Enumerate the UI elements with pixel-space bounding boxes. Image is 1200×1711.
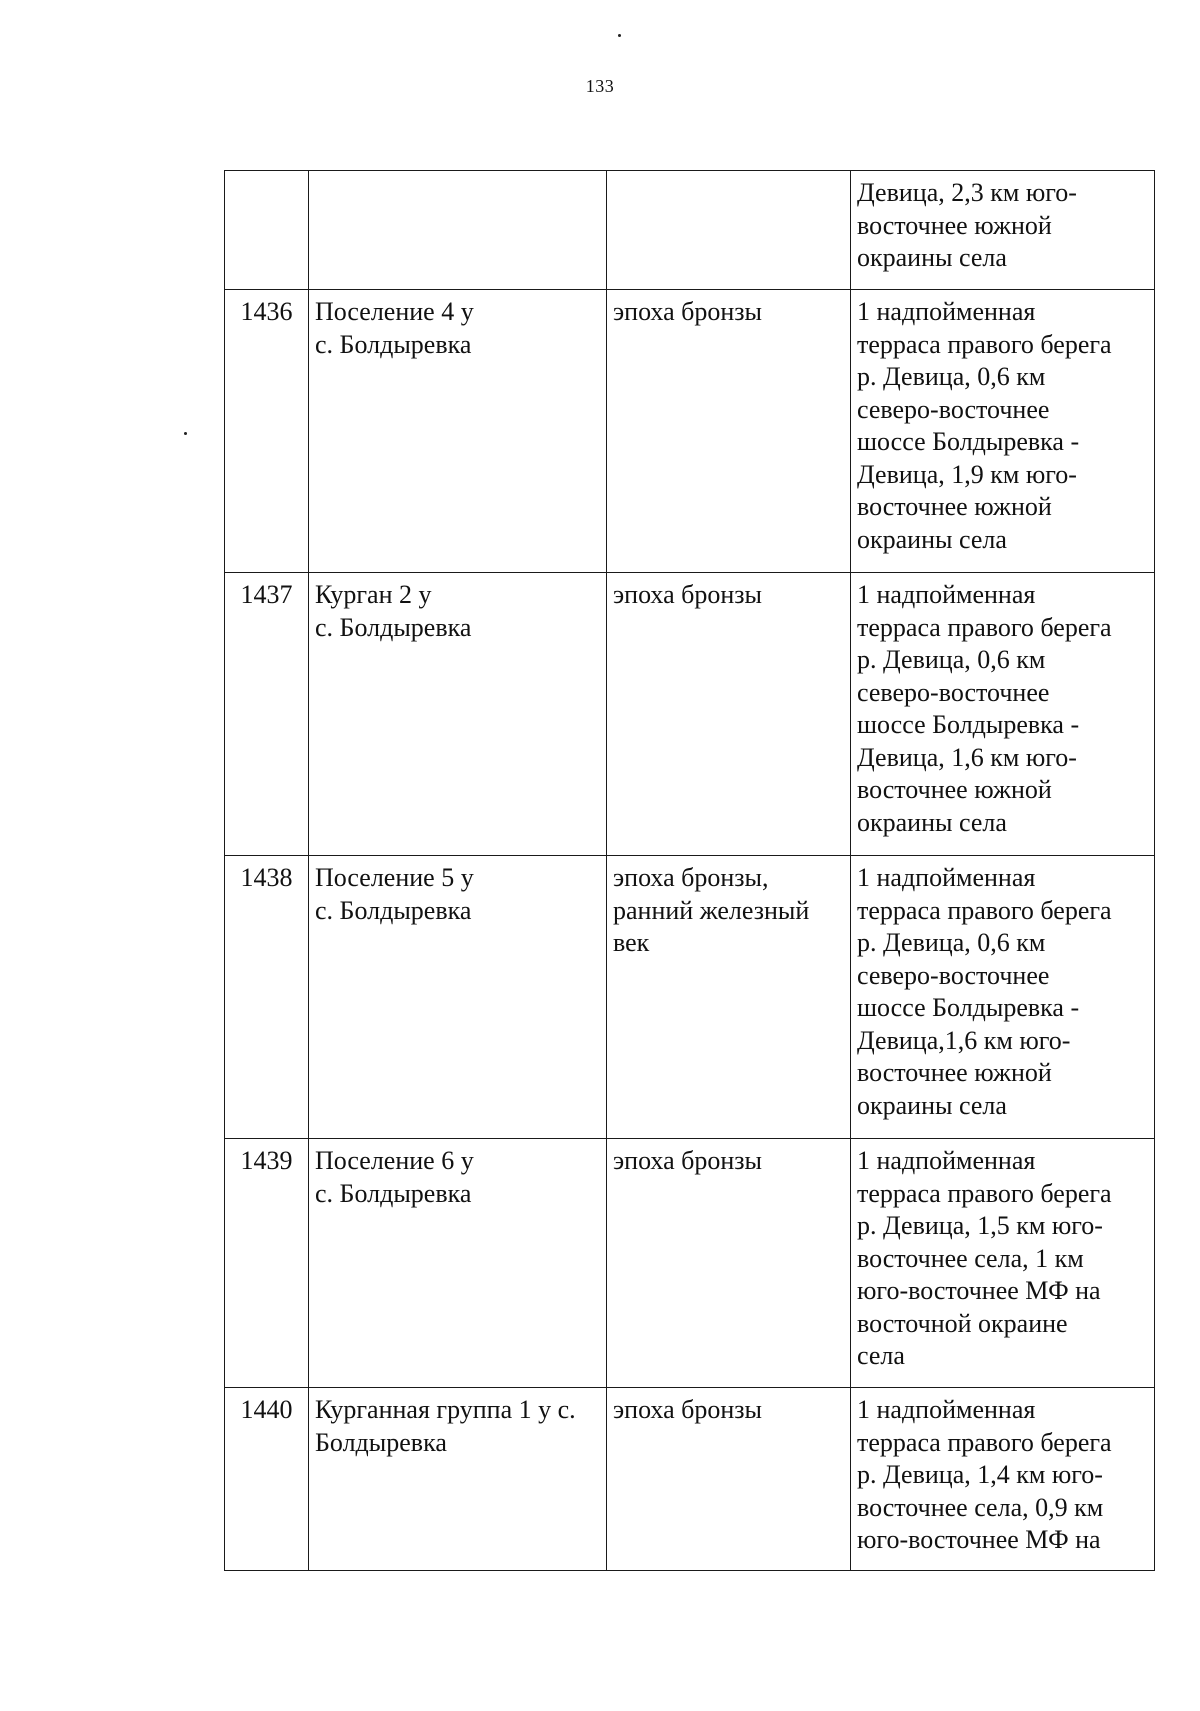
- monument-name-cell: [309, 1388, 607, 1571]
- location-line: восточнее южной: [857, 210, 1052, 240]
- location-line: р. Девица, 0,6 км: [857, 645, 1046, 674]
- period-cell: [607, 171, 851, 290]
- location-line: 1 надпойменная: [857, 580, 1036, 609]
- monument-name-line: с. Болдыревка: [315, 1178, 472, 1208]
- location-line: 1 надпойменная: [857, 297, 1036, 326]
- location-line: 1 надпойменная: [857, 1146, 1036, 1175]
- location-line: шоссе Болдыревка -: [857, 427, 1080, 456]
- location-line: р. Девица, 0,6 км: [857, 362, 1046, 391]
- location-line: восточной окраине: [857, 1308, 1068, 1338]
- location-line: Девица, 1,9 км юго-: [857, 459, 1077, 489]
- location-cell: [851, 1139, 1155, 1388]
- monuments-table: [224, 170, 1155, 1571]
- period-line: эпоха бронзы: [613, 297, 763, 326]
- location-cell: [851, 573, 1155, 856]
- monument-name-line: Курганная группа 1 у с.: [315, 1395, 576, 1424]
- monument-name-cell: [309, 171, 607, 290]
- row-number-cell: 1439: [225, 1139, 309, 1388]
- scan-speck: [618, 34, 621, 37]
- location-line: р. Девица, 0,6 км: [857, 928, 1046, 957]
- period-line: эпоха бронзы: [613, 1146, 763, 1175]
- location-line: окраины села: [857, 243, 1007, 272]
- row-number-cell: 1440: [225, 1388, 309, 1571]
- location-line: северо-восточнее: [857, 394, 1050, 424]
- period-line: эпоха бронзы: [613, 580, 763, 609]
- location-line: Девица, 2,3 км юго-: [857, 178, 1077, 207]
- location-line: терраса правого берега: [857, 895, 1112, 925]
- location-line: терраса правого берега: [857, 1427, 1112, 1457]
- location-line: терраса правого берега: [857, 612, 1112, 642]
- location-line: восточнее южной: [857, 492, 1052, 521]
- table-row: [225, 1388, 1155, 1571]
- monument-name-line: Поселение 5 у: [315, 863, 474, 892]
- page-number: 133: [585, 76, 615, 96]
- row-number-cell: 1437: [225, 573, 309, 856]
- scan-speck: [184, 432, 187, 435]
- location-cell: [851, 1388, 1155, 1571]
- monument-name-cell: [309, 1139, 607, 1388]
- period-line: век: [613, 928, 650, 957]
- location-cell: [851, 171, 1155, 290]
- location-line: 1 надпойменная: [857, 1395, 1036, 1424]
- location-line: 1 надпойменная: [857, 863, 1036, 892]
- monument-name-line: Поселение 6 у: [315, 1146, 474, 1175]
- period-line: ранний железный: [613, 895, 810, 925]
- location-line: северо-восточнее: [857, 960, 1050, 990]
- location-line: восточнее села, 0,9 км: [857, 1492, 1104, 1522]
- period-cell: [607, 573, 851, 856]
- monuments-table-body: [225, 171, 1155, 1571]
- location-line: терраса правого берега: [857, 1178, 1112, 1208]
- row-number-cell: 1438: [225, 856, 309, 1139]
- table-row: [225, 1139, 1155, 1388]
- location-line: шоссе Болдыревка -: [857, 710, 1080, 739]
- period-line: эпоха бронзы,: [613, 863, 769, 892]
- table-row: [225, 573, 1155, 856]
- location-line: шоссе Болдыревка -: [857, 993, 1080, 1022]
- location-line: окраины села: [857, 524, 1007, 554]
- location-line: Девица, 1,6 км юго-: [857, 742, 1077, 772]
- row-number-cell: 1436: [225, 290, 309, 573]
- location-line: Девица,1,6 км юго-: [857, 1025, 1071, 1055]
- location-line: терраса правого берега: [857, 329, 1112, 359]
- monument-name-cell: [309, 856, 607, 1139]
- monument-name-line: с. Болдыревка: [315, 895, 472, 925]
- location-line: северо-восточнее: [857, 677, 1050, 707]
- period-cell: [607, 290, 851, 573]
- location-line: восточнее южной: [857, 775, 1052, 804]
- table-row: [225, 290, 1155, 573]
- location-line: села: [857, 1341, 905, 1370]
- monument-name-line: с. Болдыревка: [315, 612, 472, 642]
- location-line: восточнее южной: [857, 1058, 1052, 1087]
- monument-name-line: с. Болдыревка: [315, 329, 472, 359]
- monument-name-line: Болдыревка: [315, 1427, 447, 1457]
- table-row: [225, 856, 1155, 1139]
- period-cell: [607, 856, 851, 1139]
- location-line: р. Девица, 1,5 км юго-: [857, 1211, 1103, 1240]
- location-cell: [851, 856, 1155, 1139]
- monument-name-line: Курган 2 у: [315, 580, 432, 609]
- table-row: [225, 171, 1155, 290]
- monument-name-line: Поселение 4 у: [315, 297, 474, 326]
- location-line: окраины села: [857, 1090, 1007, 1120]
- row-number-cell: [225, 171, 309, 290]
- monument-name-cell: [309, 573, 607, 856]
- period-cell: [607, 1139, 851, 1388]
- location-cell: [851, 290, 1155, 573]
- period-cell: [607, 1388, 851, 1571]
- location-line: р. Девица, 1,4 км юго-: [857, 1460, 1103, 1489]
- period-line: эпоха бронзы: [613, 1395, 763, 1424]
- location-line: юго-восточнее МФ на: [857, 1525, 1101, 1554]
- monument-name-cell: [309, 290, 607, 573]
- location-line: окраины села: [857, 807, 1007, 837]
- location-line: юго-восточнее МФ на: [857, 1276, 1101, 1305]
- location-line: восточнее села, 1 км: [857, 1243, 1084, 1273]
